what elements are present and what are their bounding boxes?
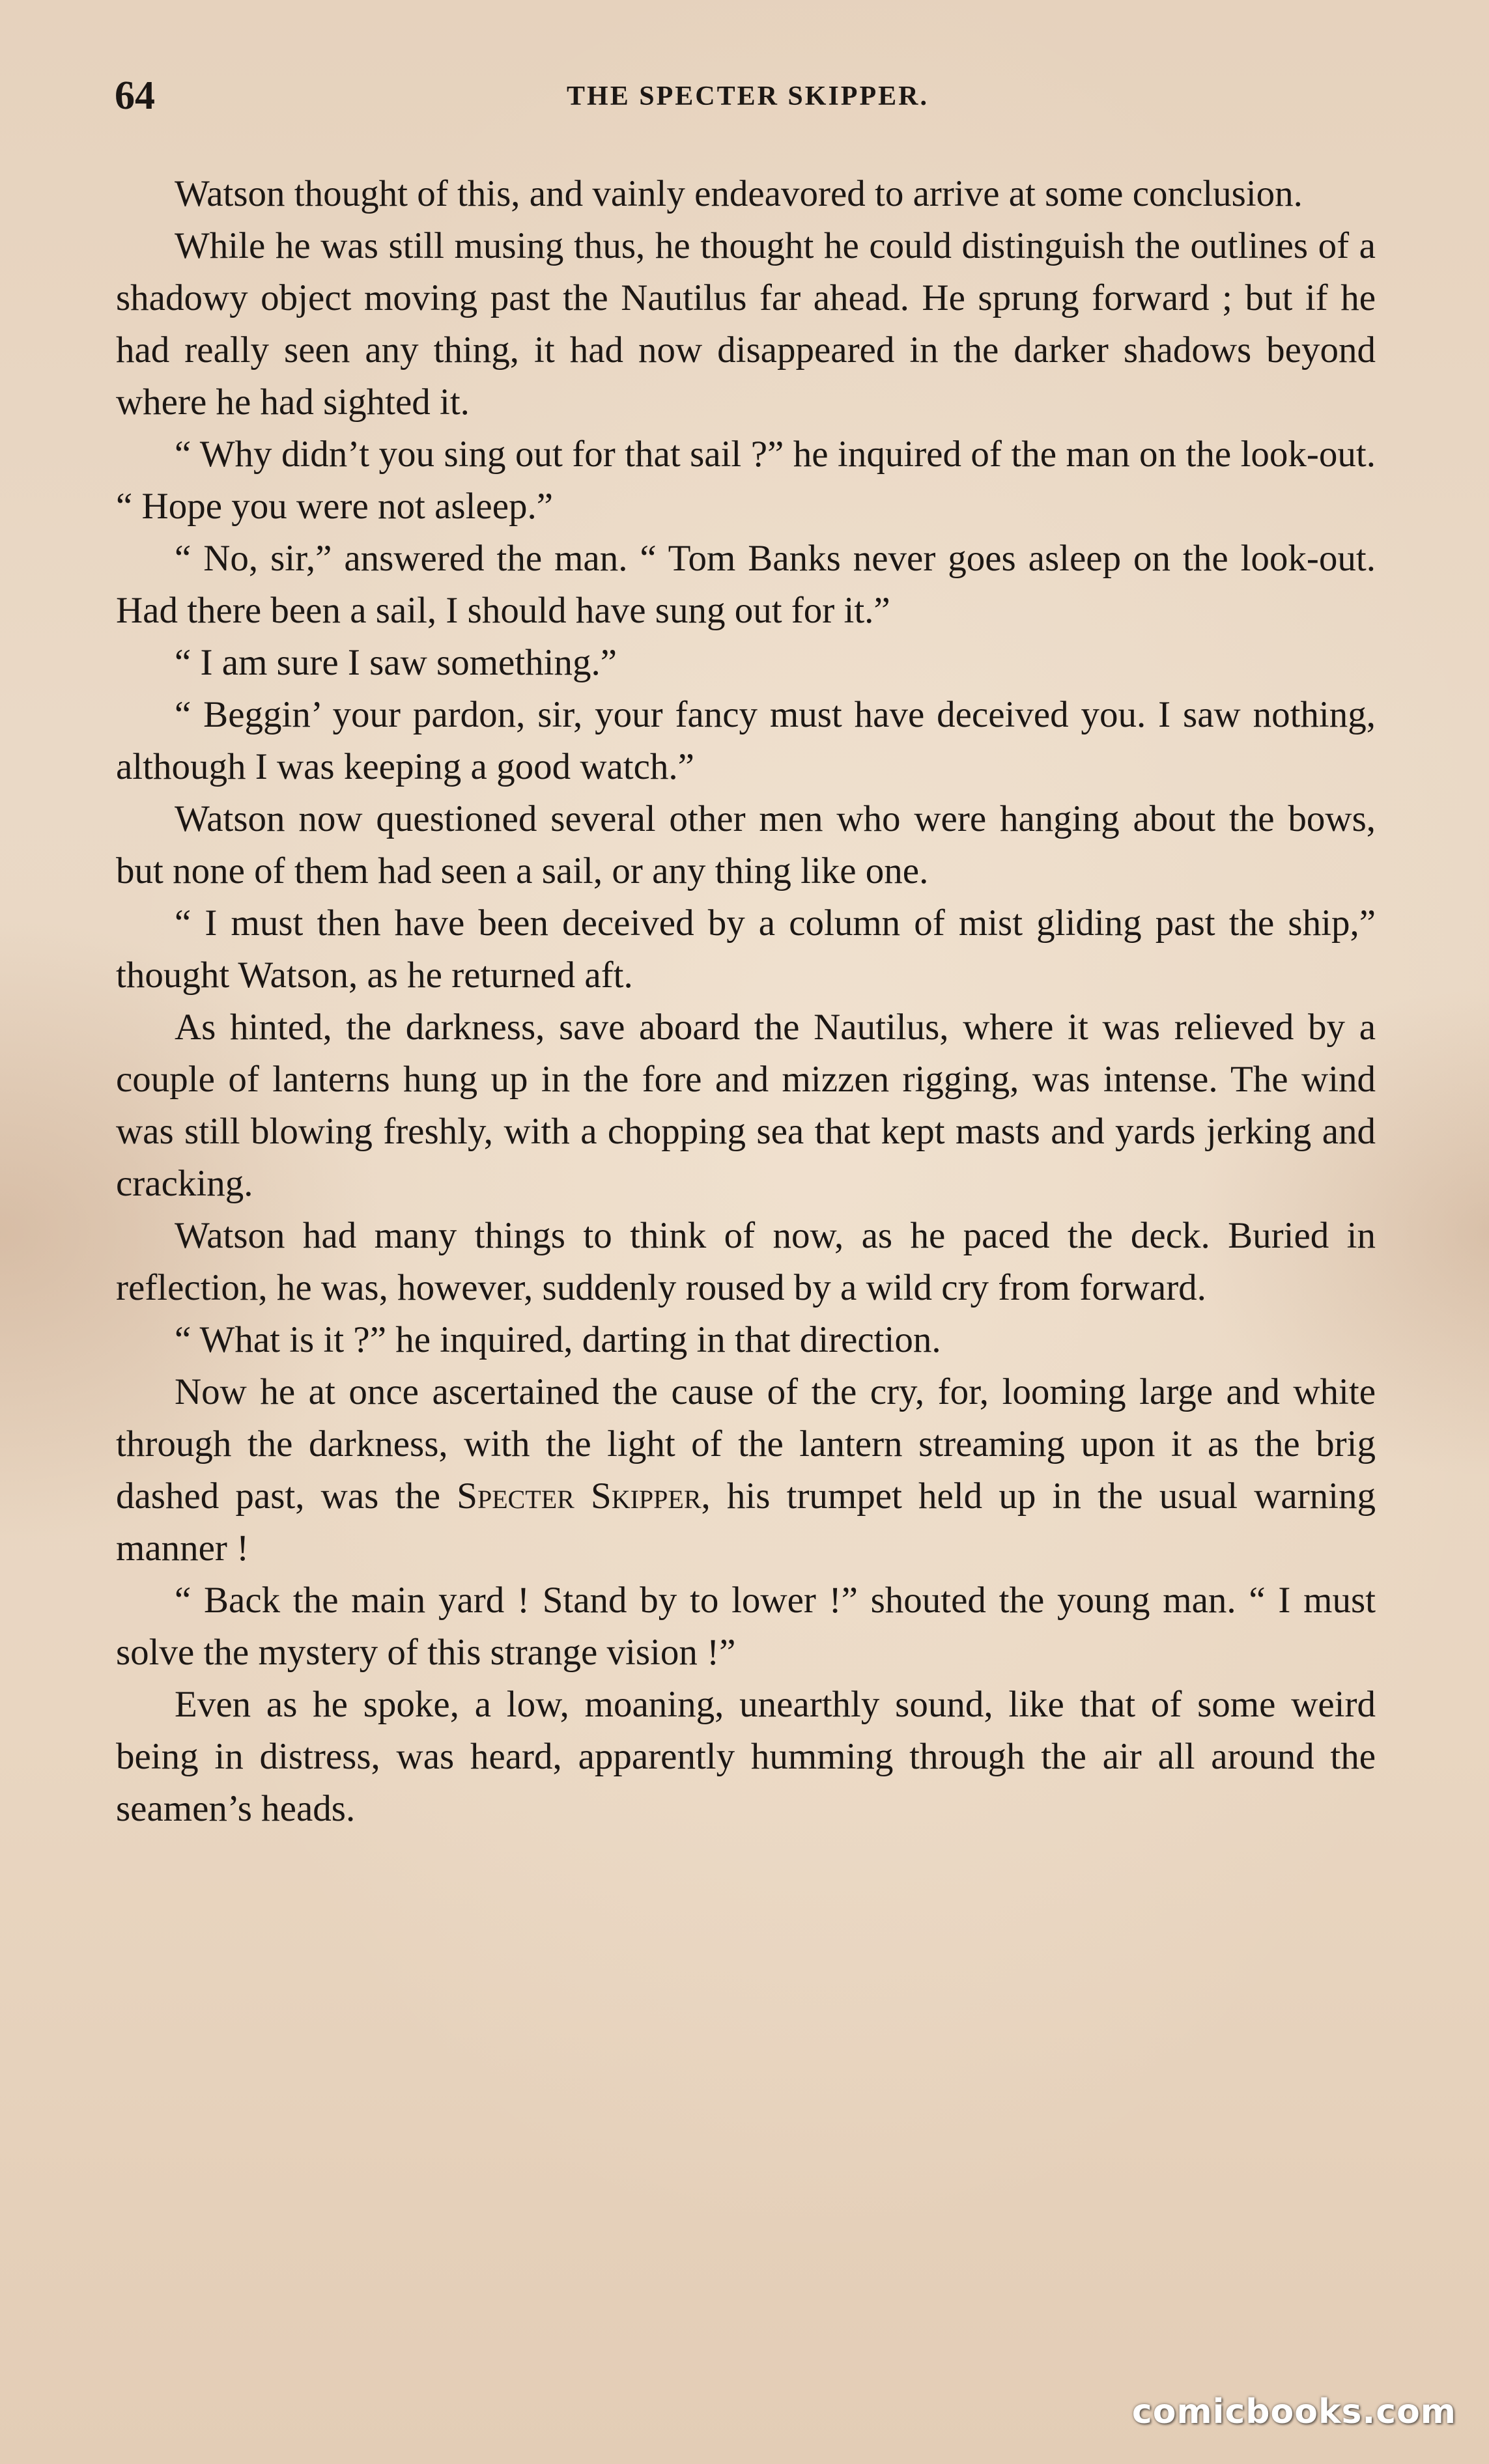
paragraph-text: Now he at once ascertained the cause of the cry, for, looming large and white through the darkness, with the light of the lantern streaming upon it as the brig dashed past, was the	[116, 1371, 1376, 1517]
paragraph-text: , his trumpet held up in the usual warning manner !	[116, 1476, 1376, 1569]
paragraph: “ Back the main yard ! Stand by to lower !” shouted the young man. “ I must solve the mystery of this strange vision !”	[116, 1580, 1376, 1673]
paragraph: Watson had many things to think of now, as he paced the deck. Buried in reflection, he was, however, suddenly roused by a wild cry from forward.	[116, 1215, 1376, 1308]
paragraph: Watson now questioned several other men who were hanging about the bows, but none of them had seen a sail, or any thing like one.	[116, 798, 1376, 891]
specter-skipper-name: Specter Skipper	[457, 1476, 702, 1517]
running-title: THE SPECTER SKIPPER.	[567, 81, 929, 111]
paragraph: Even as he spoke, a low, moaning, unearthly sound, like that of some weird being in distress, was heard, apparently humming through the air all around the seamen’s heads.	[116, 1684, 1376, 1829]
paragraph: While he was still musing thus, he thought he could distinguish the outlines of a shadowy object moving past the Nautilus far ahead. He sprung forward ; but if he had really seen any thing, it had now disappeared in the darker shadows beyond where he had sighted it.	[116, 225, 1376, 423]
page-number: 64	[115, 74, 155, 118]
body-text	[116, 168, 1376, 1835]
paragraph-specter-skipper	[116, 1366, 1376, 1575]
paragraph: “ No, sir,” answered the man. “ Tom Banks never goes asleep on the look-out. Had there been a sail, I should have sung out for it.”	[116, 538, 1376, 631]
paragraph: “ What is it ?” he inquired, darting in that direction.	[175, 1319, 941, 1360]
paragraph: “ Why didn’t you sing out for that sail ?” he inquired of the man on the look-out. “ Hope you were not asleep.”	[116, 434, 1376, 527]
paragraph: “ Beggin’ your pardon, sir, your fancy must have deceived you. I saw nothing, although I was keeping a good watch.”	[116, 694, 1376, 787]
paragraph: Watson thought of this, and vainly endeavored to arrive at some conclusion.	[175, 173, 1303, 214]
running-head	[115, 73, 1381, 119]
paragraph: “ I must then have been deceived by a column of mist gliding past the ship,” thought Watson, as he returned aft.	[116, 903, 1376, 996]
watermark: comicbooks.com	[1131, 2392, 1456, 2431]
paragraph: As hinted, the darkness, save aboard the Nautilus, where it was relieved by a couple of lanterns hung up in the fore and mizzen rigging, was intense. The wind was still blowing freshly, with a chopping sea that kept masts and yards jerking and cracking.	[116, 1007, 1376, 1204]
paragraph: “ I am sure I saw something.”	[175, 642, 617, 683]
